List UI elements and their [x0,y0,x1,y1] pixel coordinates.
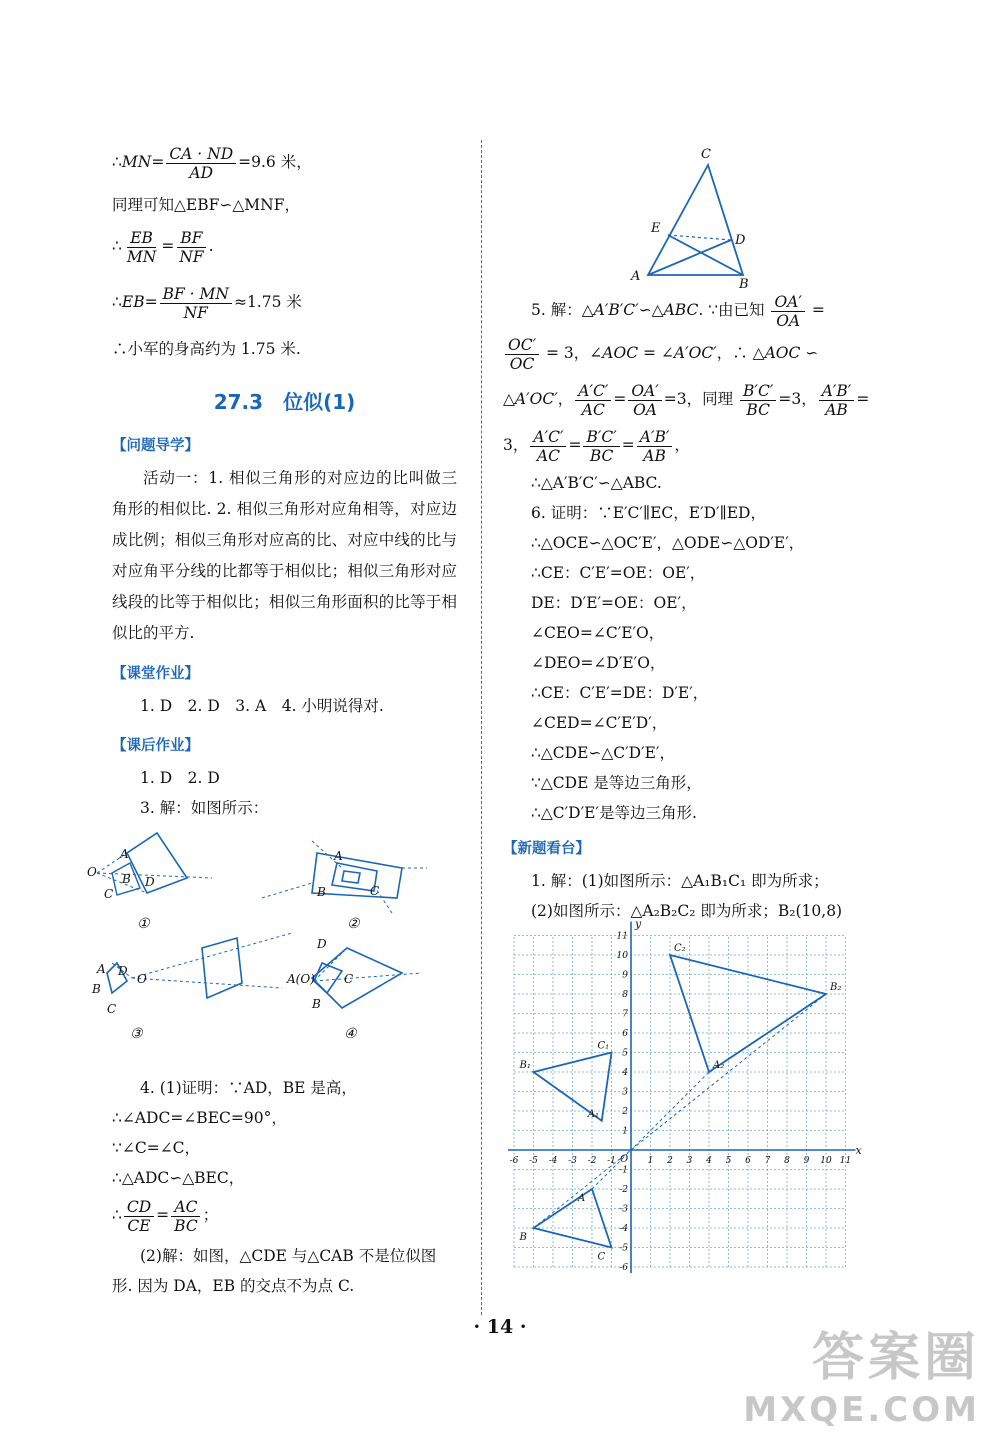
vertex-label: C₁ [597,1040,610,1052]
origin-label: O [620,1154,629,1165]
y-tick-label: 7 [622,1009,628,1020]
y-tick-label: 2 [622,1107,628,1117]
paragraph: 活动一：1. 相似三角形的对应边的比叫做三角形的相似比. 2. 相似三角形对应角相等，对应边成比例；相似三角形对应高的比、对应中线的比与对应角平分线的比都等于相似比；相似三角形对应线段的比等于相似比；相似三角形面积的比等于相似比的平方. [112,469,457,642]
homothety-figures [82,823,427,1073]
answer-line: ∠DEO=∠D′E′O， [531,654,666,672]
column-divider [481,140,482,1315]
answer-line: $\frac{OC'}{OC}$ = 3，∠AOC = ∠A′OC′，∴ △AOC ∽ [503,330,883,376]
answer-line: ∴MN= $\frac{CA \cdot ND}{AD}$ =9.6 米， [112,144,312,182]
y-tick-label: -1 [619,1165,628,1176]
figure-label: ① [137,916,150,932]
triangle-figure [503,140,883,290]
answer-line: ∠CED=∠C′E′D′， [531,714,668,732]
section-tag: 【新题看台】 [503,841,590,857]
svg-text:B: B [92,982,101,996]
x-tick-label: 10 [820,1156,832,1166]
vertex-label: C₂ [674,943,686,954]
watermark [743,1315,980,1430]
vertex-label: B₁ [519,1060,531,1071]
svg-text:A: A [120,847,129,861]
x-tick-label: -3 [568,1156,577,1166]
vertex-label: A [578,1193,586,1204]
answer-line: 1. D 2. D 3. A 4. 小明说得对. [140,697,384,715]
y-tick-label: -2 [619,1185,628,1195]
vertex-label: B [519,1232,527,1243]
svg-text:A: A [334,849,343,863]
watermark-url: MXQE.COM [743,1390,980,1430]
answer-line: ∵△CDE 是等边三角形， [531,774,702,792]
vertex-label: B₂ [830,982,842,993]
answer-line: ∴小军的身高约为 1.75 米. [112,340,301,358]
svg-text:B: B [122,872,131,886]
answer-line: ∴∠ADC=∠BEC=90°， [112,1109,287,1127]
svg-text:A: A [631,269,641,284]
x-tick-label: 8 [784,1156,790,1166]
y-tick-label: 10 [616,951,628,961]
svg-text:C: C [370,884,380,898]
x-tick-label: 3 [686,1156,693,1166]
section-title: 27.3 位似(1) [213,390,356,414]
y-tick-label: 8 [622,990,628,1000]
answer-line: ∴△C′D′E′是等边三角形. [531,804,697,822]
x-tick-label: -5 [529,1156,538,1166]
y-tick-label: -5 [619,1243,628,1254]
answer-line: 1. D 2. D [140,769,220,787]
svg-text:E: E [651,221,661,236]
svg-text:C: C [344,972,354,986]
right-column [503,140,883,1290]
svg-text:A: A [97,962,106,976]
x-tick-label: -2 [587,1156,597,1166]
section-tag: 【课后作业】 [112,738,199,754]
x-tick-label: 6 [745,1156,751,1166]
answer-line: ∴ $\frac{EB}{MN}$ = $\frac{BF}{NF}$ . [112,228,214,266]
y-tick-label: 4 [622,1068,628,1078]
y-tick-label: 9 [622,970,628,981]
answer-line: DE：D′E′=OE：OE′， [531,594,697,612]
answer-line: ∴△OCE∽△OC′E′，△ODE∽△OD′E′， [531,534,805,552]
answer-line: ∵∠C=∠C， [112,1139,201,1157]
svg-text:D: D [145,875,155,889]
answer-line: ∴EB= $\frac{BF \cdot MN}{NF}$ ≈1.75 米 [112,284,302,322]
answer-line: ∴CE：C′E′=DE：D′E′， [531,684,709,702]
svg-text:D: D [317,937,327,951]
answer-line: ∴△A′B′C′∽△ABC. [531,474,662,492]
y-tick-label: 6 [622,1029,628,1039]
svg-text:B: B [312,997,321,1011]
vertex-label: A₂ [713,1060,725,1071]
answer-line: (2)如图所示：△A₂B₂C₂ 即为所求；B₂(10,8) [531,902,843,920]
x-tick-label: 7 [764,1156,771,1166]
y-tick-label: -3 [619,1204,628,1215]
answer-line: 4. (1)证明：∵AD，BE 是高， [140,1079,357,1097]
figure-label: ③ [130,1026,143,1042]
x-tick-label: 5 [725,1156,732,1166]
answer-line: 形. 因为 DA，EB 的交点不为点 C. [112,1277,355,1295]
answer-line: ∴ $\frac{CD}{CE}$ = $\frac{AC}{BC}$ ； [112,1197,219,1235]
answer-line: ∴△CDE∽△C′D′E′， [531,744,675,762]
x-tick-label: 11 [839,1156,852,1166]
y-tick-label: 5 [622,1048,628,1059]
figure-label: ④ [344,1026,357,1042]
answer-line: 5. 解：△A′B′C′∽△ABC. ∵由已知 $\frac{OA'}{OA}$ = [531,292,825,330]
svg-text:B: B [317,885,326,899]
x-axis-label: x [855,1144,862,1157]
vertex-label: C [597,1251,606,1263]
section-tag: 【课堂作业】 [112,666,199,682]
answer-line: △A′OC′， $\frac{A'C'}{AC}$ = $\frac{OA'}{OA}$ =3，同理 $\frac{B'C'}{BC}$ =3， $\frac{A'B'}{AB}$ = [503,381,870,419]
section-tag: 【问题导学】 [112,438,199,454]
answer-line: ∴CE：C′E′=OE：OE′， [531,564,706,582]
left-column [87,140,457,1301]
x-tick-label: 2 [667,1156,673,1166]
svg-text:A(O): A(O) [287,972,315,986]
svg-text:D: D [735,233,746,248]
page-number: · 14 · [473,1316,527,1338]
x-tick-label: -6 [509,1156,519,1166]
answer-line: ∠CEO=∠C′E′O， [531,624,665,642]
x-tick-label: 1 [647,1156,654,1166]
y-tick-label: 3 [622,1087,628,1098]
answer-line: (2)解：如图，△CDE 与△CAB 不是位似图 [140,1247,437,1265]
y-tick-label: -4 [619,1224,628,1234]
y-tick-label: 11 [616,931,628,942]
svg-text:D: D [118,964,128,978]
vertex-label: A₁ [587,1108,599,1120]
x-tick-label: -4 [548,1156,558,1166]
x-tick-label: -1 [607,1156,616,1166]
svg-text:C: C [701,147,711,162]
svg-text:O: O [137,972,147,986]
x-tick-label: 4 [706,1156,712,1166]
svg-text:O: O [87,865,97,879]
answer-line: ∴△ADC∽△BEC， [112,1169,245,1187]
svg-text:C: C [104,887,114,901]
y-axis-label: y [635,917,642,931]
y-tick-label: -6 [619,1263,628,1273]
y-tick-label: 1 [622,1126,628,1137]
answer-line: 同理可知△EBF∽△MNF， [112,196,300,214]
coordinate-chart [501,917,871,1290]
svg-text:B: B [739,277,749,292]
answer-line: 3， $\frac{A'C'}{AC}$ = $\frac{B'C'}{BC}$ = $\frac{A'B'}{AB}$ ， [503,427,690,465]
svg-text:C: C [107,1002,117,1016]
x-tick-label: 9 [803,1156,810,1166]
answer-line: 3. 解：如图所示： [140,799,269,817]
answer-line: 6. 证明：∵E′C′∥EC，E′D′∥ED， [531,504,766,522]
figure-label: ② [347,916,360,932]
watermark-text: 答案圈 [811,1328,980,1388]
answer-line: 1. 解：(1)如图所示：△A₁B₁C₁ 即为所求； [531,872,829,890]
